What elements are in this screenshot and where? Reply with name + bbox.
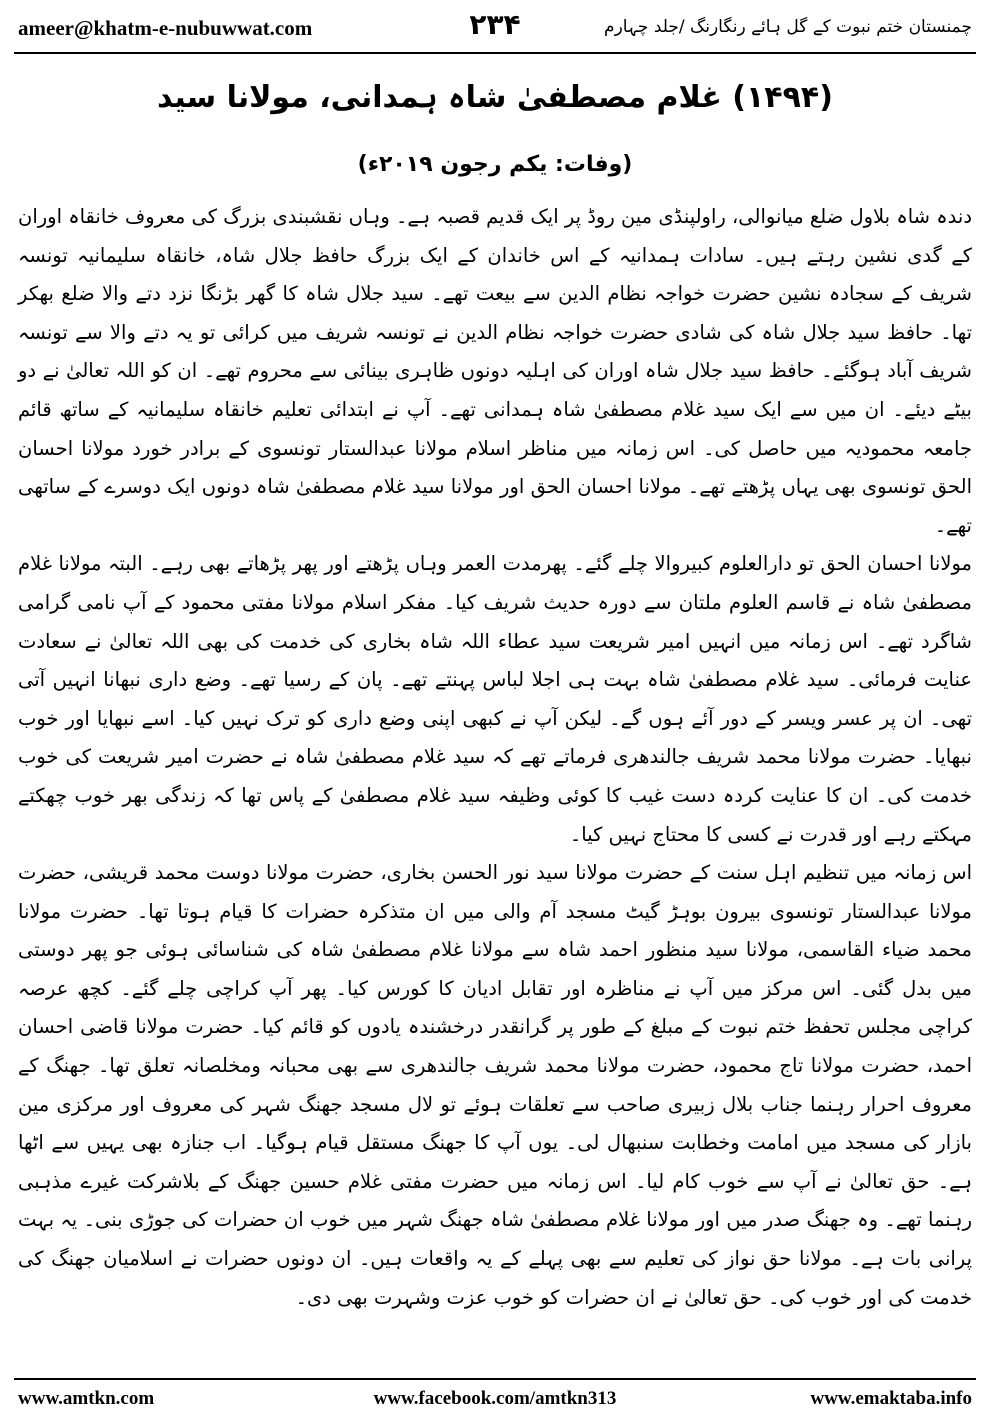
paragraph: اس زمانہ میں تنظیم اہل سنت کے حضرت مولانا سید نور الحسن بخاری، حضرت مولانا دوست محمد قریشی، حضرت مولانا عبدالستار تونسوی بیرون بوہڑ گیٹ مسجد آم والی میں ان متذکرہ حضرات کا قیام ہوتا تھا۔ حضرت مولانا محمد ضیاء القاسمی، مولانا سید منظور احمد شاہ سے مولانا غلام مصطفیٰ شاہ کی شناسائی ہوئی جو پھر دوستی میں بدل گئی۔ اس مرکز میں آپ نے مناظرہ اور تقابل ادیان کا کورس کیا۔ پھر آپ کراچی چلے گئے۔ کچھ عرصہ کراچی مجلس تحفظ ختم نبوت کے مبلغ کے طور پر گرانقدر درخشندہ یادوں کو قائم کیا۔ حضرت مولانا قاضی احسان احمد، حضرت مولانا تاج محمود، حضرت مولانا محمد شریف جالندھری سے بھی محبانہ ومخلصانہ تعلق تھا۔ جھنگ کے معروف احرار رہنما جناب بلال زبیری صاحب سے تعلقات ہوئے تو لال مسجد جھنگ شہر کی معروف اور مرکزی مین بازار کی مسجد میں امامت وخطابت سنبھال لی۔ یوں آپ کا جھنگ مستقل قیام ہوگیا۔ اب جنازہ بھی یہیں سے اٹھا ہے۔ حق تعالیٰ نے آپ سے خوب کام لیا۔ اس زمانہ میں حضرت مفتی غلام حسین جھنگ کے بلاشرکت غیرے مذہبی رہنما تھے۔ وہ جھنگ صدر میں اور مولانا غلام مصطفیٰ شاہ جھنگ شہر میں خوب ان حضرات کی جوڑی بنی۔ یہ بہت پرانی بات ہے۔ مولانا حق نواز کی تعلیم سے بھی پہلے کے یہ واقعات ہیں۔ ان دونوں حضرات نے اسلامیان جھنگ کی خدمت کی اور خوب کی۔ حق تعالیٰ نے ان حضرات کو خوب عزت وشہرت بھی دی۔ <box>18 861 972 1309</box>
page-footer <box>18 1388 972 1414</box>
book-title: چمنستان ختم نبوت کے گل ہائے رنگارنگ /جلد چہارم <box>604 17 972 37</box>
article-subtitle: (وفات: یکم رجون ۲۰۱۹ء) <box>357 152 633 177</box>
page-header <box>14 6 976 56</box>
article-title: (۱۴۹۴) غلام مصطفیٰ شاہ ہمدانی، مولانا سید <box>157 80 833 115</box>
header-divider <box>14 52 976 54</box>
header-email[interactable]: ameer@khatm-e-nubuwwat.com <box>18 16 313 40</box>
page-number: ۲۳۴ <box>469 8 521 41</box>
footer-link-amtkn[interactable]: www.amtkn.com <box>18 1388 155 1409</box>
article-body <box>18 198 972 1317</box>
footer-link-facebook[interactable]: www.facebook.com/amtkn313 <box>373 1388 617 1409</box>
paragraph: مولانا احسان الحق تو دارالعلوم کبیروالا چلے گئے۔ پھرمدت العمر وہاں پڑھتے اور پھر پڑھاتے بھی رہے۔ البتہ مولانا غلام مصطفیٰ شاہ نے قاسم العلوم ملتان سے دورہ حدیث شریف کیا۔ مفکر اسلام مولانا مفتی محمود کے آپ نامی گرامی شاگرد تھے۔ اس زمانہ میں انہیں امیر شریعت سید عطاء اللہ شاہ بخاری کی خدمت کی بھی اللہ تعالیٰ نے سعادت عنایت فرمائی۔ سید غلام مصطفیٰ شاہ بہت ہی اجلا لباس پہنتے تھے۔ پان کے رسیا تھے۔ وضع داری نبھانا انہیں آتی تھی۔ ان پر عسر ویسر کے دور آئے ہوں گے۔ لیکن آپ نے کبھی اپنی وضع داری کو ترک نہیں کیا۔ اسے نبھایا اور خوب نبھایا۔ حضرت مولانا محمد شریف جالندھری فرماتے تھے کہ سید غلام مصطفیٰ شاہ نے حضرت امیر شریعت کی خوب خدمت کی۔ ان کا عنایت کردہ دست غیب کا کوئی وظیفہ سید غلام مصطفیٰ کے پاس تھا کہ زندگی بھر خوب چھکتے مہکتے رہے اور قدرت نے کسی کا محتاج نہیں کیا۔ <box>18 552 972 846</box>
footer-divider <box>14 1378 976 1380</box>
footer-link-emaktaba[interactable]: www.emaktaba.info <box>810 1388 972 1409</box>
paragraph: دندہ شاہ بلاول ضلع میانوالی، راولپنڈی مین روڈ پر ایک قدیم قصبہ ہے۔ وہاں نقشبندی بزرگ کی معروف خانقاہ اوران کے گدی نشین رہتے ہیں۔ سادات ہمدانیہ کے اس خاندان کے ایک بزرگ حافظ جلال شاہ، خانقاہ سلیمانیہ تونسہ شریف کے سجادہ نشین حضرت خواجہ نظام الدین سے بیعت تھے۔ سید جلال شاہ کا گھر بڑنگا نزد دتے والا ضلع بھکر تھا۔ حافظ سید جلال شاہ کی شادی حضرت خواجہ نظام الدین نے تونسہ شریف میں کرائی تو یہ دتے والا سے تونسہ شریف آباد ہوگئے۔ حافظ سید جلال شاہ اوران کی اہلیہ دونوں ظاہری بینائی سے محروم تھے۔ ان کو اللہ تعالیٰ نے دو بیٹے دیئے۔ ان میں سے ایک سید غلام مصطفیٰ شاہ ہمدانی تھے۔ آپ نے ابتدائی تعلیم خانقاہ سلیمانیہ کے ساتھ قائم جامعہ محمودیہ میں حاصل کی۔ اس زمانہ میں مناظر اسلام مولانا عبدالستار تونسوی کے برادر خورد مولانا احسان الحق تونسوی بھی یہاں پڑھتے تھے۔ مولانا احسان الحق اور مولانا سید غلام مصطفیٰ شاہ دونوں ایک دوسرے کے ساتھی تھے۔ <box>18 205 972 537</box>
